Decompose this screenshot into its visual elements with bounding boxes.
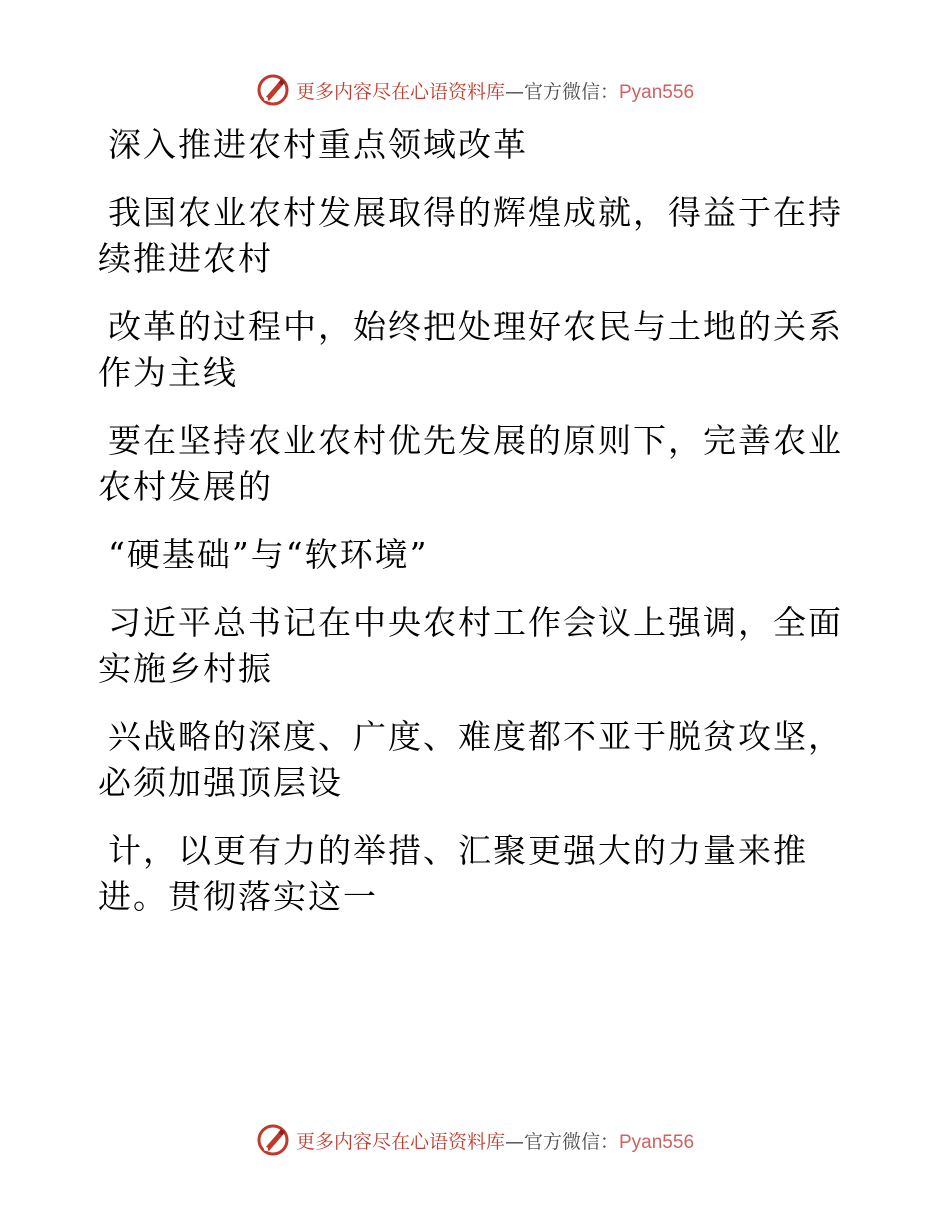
paragraph xyxy=(98,532,838,578)
footer-banner xyxy=(0,1120,950,1160)
paragraph-line: 习近平总书记在中央农村工作会议上强调，全面 xyxy=(108,603,843,642)
header-banner-site: 更多内容尽在心语资料库 xyxy=(295,80,505,103)
paragraph-line: 必须加强顶层设 xyxy=(98,763,343,802)
footer-banner-label: —官方微信： xyxy=(504,1130,619,1153)
pen-logo-icon xyxy=(256,1123,290,1157)
paragraph xyxy=(98,304,843,396)
paragraph-line: 实施乡村振 xyxy=(98,649,273,688)
pen-logo-icon xyxy=(256,73,290,107)
paragraph-line: 改革的过程中，始终把处理好农民与土地的关系 xyxy=(108,307,843,346)
paragraph-line: “硬基础”与“软环境” xyxy=(108,535,429,574)
paragraph xyxy=(98,828,838,920)
footer-banner-site: 更多内容尽在心语资料库 xyxy=(295,1130,505,1153)
paragraph-title xyxy=(98,122,838,168)
paragraph-line: 作为主线 xyxy=(98,353,238,392)
footer-banner-wechat-id: Pyan556 xyxy=(619,1131,695,1153)
paragraph-line: 续推进农村 xyxy=(98,239,273,278)
paragraph-line: 兴战略的深度、广度、难度都不亚于脱贫攻坚， xyxy=(108,717,843,756)
paragraph-line: 进。贯彻落实这一 xyxy=(98,877,378,916)
header-banner-text xyxy=(296,77,694,104)
paragraph xyxy=(98,600,843,692)
header-banner-label: —官方微信： xyxy=(504,80,619,103)
paragraph xyxy=(98,418,843,510)
paragraph-line: 要在坚持农业农村优先发展的原则下，完善农业 xyxy=(108,421,843,460)
document-body xyxy=(98,122,843,920)
paragraph xyxy=(98,190,843,282)
paragraph-line: 农村发展的 xyxy=(98,467,273,506)
paragraph-line: 我国农业农村发展取得的辉煌成就，得益于在持 xyxy=(108,193,843,232)
paragraph-line: 深入推进农村重点领域改革 xyxy=(108,125,528,164)
header-banner-wechat-id: Pyan556 xyxy=(619,81,695,103)
footer-banner-text xyxy=(296,1127,694,1154)
paragraph xyxy=(98,714,843,806)
header-banner xyxy=(0,70,950,110)
paragraph-line: 计，以更有力的举措、汇聚更强大的力量来推 xyxy=(108,831,808,870)
